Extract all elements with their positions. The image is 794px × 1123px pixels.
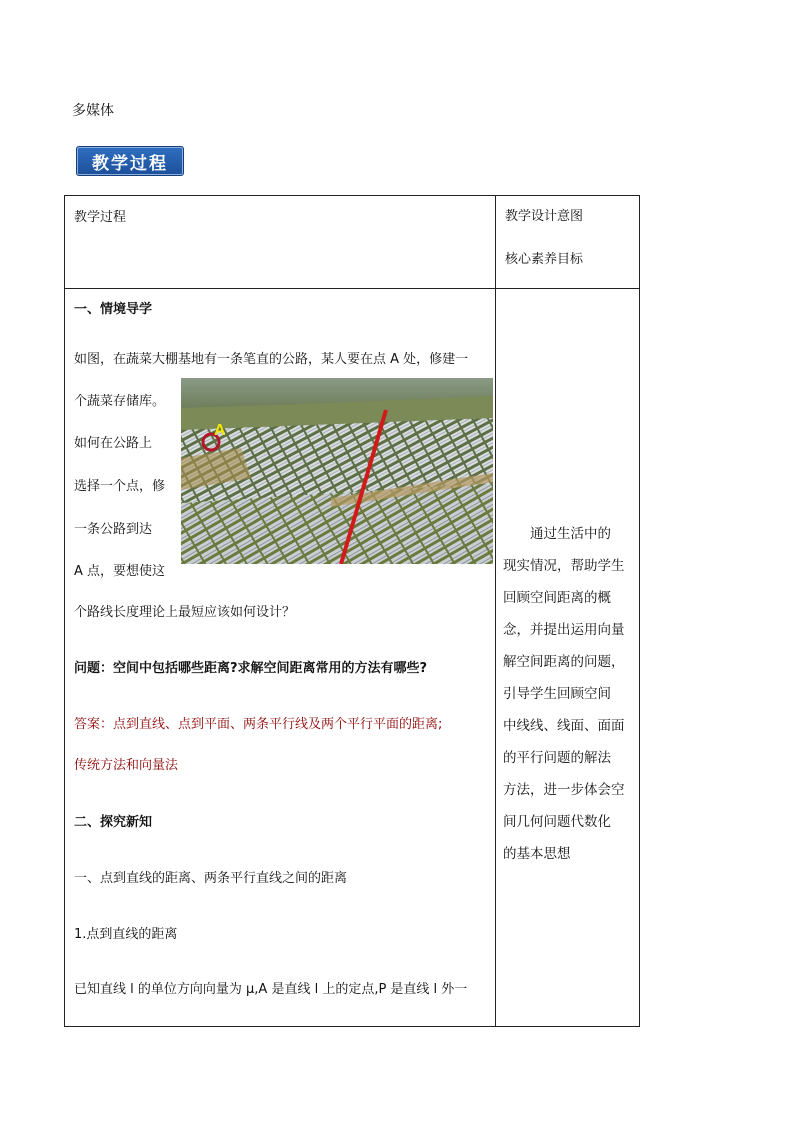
paragraph-line: 选择一个点，修 <box>74 479 166 494</box>
top-label: 多媒体 <box>72 103 114 119</box>
design-intent-cell <box>496 289 640 1027</box>
subsection-title: 一、点到直线的距离、两条平行直线之间的距离 <box>74 871 348 886</box>
design-line: 现实情况，帮助学生 <box>503 558 625 574</box>
section-title-1: 一、情境导学 <box>74 302 153 317</box>
design-line: 念，并提出运用向量 <box>503 622 625 638</box>
paragraph-line: 如何在公路上 <box>74 436 153 451</box>
design-line: 中线线、线面、面面 <box>503 718 625 734</box>
design-line: 间几何问题代数化 <box>503 814 611 830</box>
lesson-table <box>64 195 640 1027</box>
design-line: 回顾空间距离的概 <box>503 590 611 606</box>
section-title-2: 二、探究新知 <box>74 815 153 830</box>
header-right-label-1: 教学设计意图 <box>505 209 584 224</box>
design-line: 的基本思想 <box>503 846 571 862</box>
header-right-cell <box>496 196 640 289</box>
paragraph-line: 如图，在蔬菜大棚基地有一条笔直的公路，某人要在点 A 处，修建一 <box>74 352 469 367</box>
point-a-label: A <box>214 422 226 439</box>
section-banner: 教学过程 <box>76 146 184 176</box>
design-line: 的平行问题的解法 <box>503 750 611 766</box>
paragraph-line: A 点，要想使这 <box>74 564 166 579</box>
header-left-cell <box>65 196 496 289</box>
question-text: 问题：空间中包括哪些距离?求解空间距离常用的方法有哪些? <box>74 661 428 676</box>
design-line: 解空间距离的问题， <box>503 654 625 670</box>
answer-line: 答案：点到直线、点到平面、两条平行线及两个平行平面的距离; <box>74 717 443 732</box>
greenhouse-photo <box>181 378 493 564</box>
design-line: 引导学生回顾空间 <box>503 686 611 702</box>
paragraph-line: 个路线长度理论上最短应该如何设计？ <box>74 605 296 620</box>
paragraph-line: 一条公路到达 <box>74 522 153 537</box>
design-line: 方法，进一步体会空 <box>503 782 625 798</box>
header-right-label-2: 核心素养目标 <box>505 252 584 267</box>
paragraph-line: 个蔬菜存储库。 <box>74 394 166 409</box>
paragraph-line: 已知直线 l 的单位方向向量为 μ,A 是直线 l 上的定点,P 是直线 l 外一 <box>74 982 468 997</box>
design-intent-text <box>503 518 631 870</box>
content-cell <box>65 289 496 1027</box>
subsection-title: 1.点到直线的距离 <box>74 927 178 942</box>
design-line: 通过生活中的 <box>503 526 611 542</box>
table-header-row <box>65 196 640 289</box>
table-body-row <box>65 289 640 1027</box>
answer-line: 传统方法和向量法 <box>74 758 179 773</box>
header-left-label: 教学过程 <box>74 210 127 225</box>
